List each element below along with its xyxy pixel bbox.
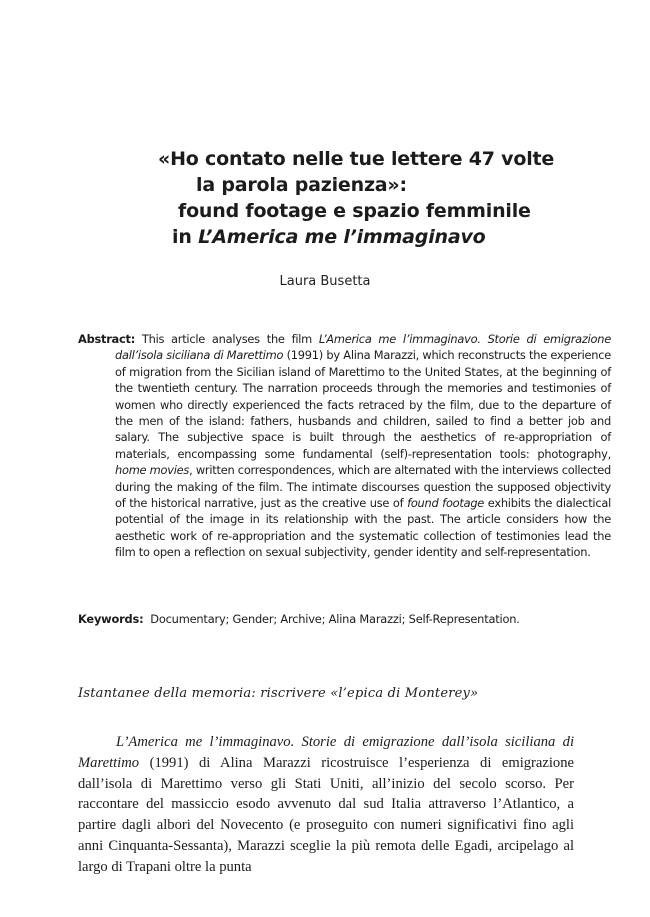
abstract-text-4: exhibits the dialectical potential of the image in its relationship with the past. The article considers how the aesthetic work of re-appropriation and the systematic collection of testimonies lead the film to open a reflection on sexual subjectivity, gender identity and self-representation.: [115, 496, 611, 560]
abstract-found-footage: found footage: [407, 496, 485, 511]
keywords-label: Keywords:: [78, 612, 144, 626]
abstract-text-1: This article analyses the film: [135, 332, 319, 346]
title-line-2: la parola pazienza»:: [196, 174, 407, 196]
body-paragraph: [78, 732, 574, 878]
body-text: (1991) di Alina Marazzi ricostruisce l’esperienza di emigrazione dall’isola di Marettimo verso gli Stati Uniti, all’inizio del secolo scorso. Per raccontare del massiccio esodo avvenuto dal sud Italia attraverso l’Atlantico, a partire dagli albori del Novecento (e proseguito con numeri significativi fino agli anni Cinquanta-Sessanta), Marazzi sceglie la più remota delle Egadi, arcipelago al largo di Trapani oltre la punta: [78, 754, 574, 875]
abstract-home-movies: home movies: [115, 463, 190, 478]
title-film-name: L’America me l’immaginavo: [198, 226, 486, 248]
section-heading: Istantanee della memoria: riscrivere «l’epica di Monterey»: [78, 686, 479, 701]
abstract: [78, 331, 611, 561]
title-line-1: «Ho contato nelle tue lettere 47 volte: [158, 148, 555, 170]
keywords-text: Documentary; Gender; Archive; Alina Marazzi; Self-Representation.: [143, 612, 520, 626]
abstract-label: Abstract:: [78, 332, 136, 346]
keywords: [78, 612, 578, 626]
abstract-text-3: , written correspondences, which are alternated with the interviews collected during the making of the film. The intimate discourses question the supposed objectivity of the historical narrative, just as the creative use of: [115, 463, 612, 511]
author-name: Laura Busetta: [279, 274, 371, 289]
abstract-text-2: (1991) by Alina Marazzi, which reconstructs the experience of migration from the Sicilian island of Marettimo to the United States, at the beginning of the twentieth century. The narration proceeds through the memories and testimonies of women who directly experienced the facts retraced by the film, due to the departure of the men of the island: fathers, husbands and children, sailed to find a better job and salary. The subjective space is built through the aesthetics of re-appropriation of materials, encompassing some fundamental (self)-representation tools: photography,: [115, 348, 611, 461]
body-film-title: L’America me l’immaginavo. Storie di emigrazione dall’isola siciliana di Marettimo: [78, 734, 574, 771]
abstract-film-title: L’America me l’immaginavo. Storie di emigrazione dall’isola siciliana di Marettimo: [115, 332, 612, 363]
title-line-4: [172, 224, 486, 250]
title-line-3: found footage e spazio femminile: [178, 200, 531, 222]
title-line-4-prefix: in: [172, 226, 199, 248]
